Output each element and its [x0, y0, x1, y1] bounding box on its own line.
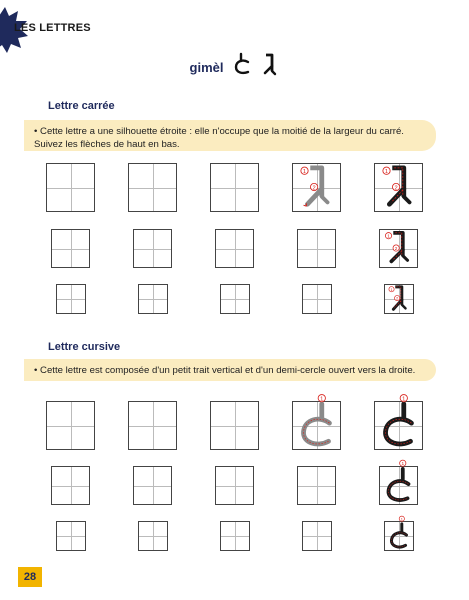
stroke-number: 1	[390, 286, 393, 292]
stroke-number: 1	[302, 169, 307, 176]
practice-grid[interactable]	[128, 401, 177, 450]
practice-grid[interactable]	[297, 466, 336, 505]
cursive-letter-instruction: • Cette lettre est composée d'un petit trait vertical et d'un demi-cercle ouvert vers la droite.	[24, 359, 436, 381]
gimel-cursive-model-stroke	[385, 516, 413, 550]
stroke-number: 1	[401, 462, 405, 468]
stroke-number: 1	[400, 516, 403, 522]
guided-grid-solid[interactable]	[374, 396, 423, 450]
practice-grid[interactable]	[46, 401, 95, 450]
practice-grid[interactable]	[220, 284, 250, 314]
cursive-letter-heading: Lettre cursive	[48, 341, 121, 353]
practice-grid[interactable]	[210, 163, 259, 212]
practice-grid[interactable]	[302, 284, 332, 314]
practice-grid[interactable]	[215, 466, 254, 505]
stroke-number: 1	[384, 169, 389, 176]
square-letter-instruction: • Cette lettre a une silhouette étroite : elle n'occupe que la moitié de la largeur du carré. Suivez les flèches de haut en bas.	[24, 120, 436, 151]
practice-grid[interactable]	[210, 401, 259, 450]
guided-grid-solid[interactable]	[379, 229, 418, 268]
guided-grid-dotted[interactable]	[292, 163, 341, 212]
gimel-square-guide-stroke	[293, 164, 340, 211]
practice-grid[interactable]	[56, 284, 86, 314]
gimel-square-model-stroke	[380, 230, 417, 267]
guided-grid-solid[interactable]	[384, 284, 414, 314]
letter-name: gimèl	[189, 59, 224, 75]
letter-title	[0, 48, 469, 80]
gimel-cursive-model-stroke	[380, 462, 417, 504]
practice-grid[interactable]	[128, 163, 177, 212]
practice-grid[interactable]	[133, 466, 172, 505]
practice-grid[interactable]	[51, 229, 90, 268]
stroke-number: 1	[387, 234, 390, 240]
stroke-number: 2	[394, 246, 398, 252]
practice-grid[interactable]	[56, 521, 86, 551]
practice-grid[interactable]	[46, 163, 95, 212]
gimel-square-model-stroke	[385, 285, 413, 313]
gimel-square-model-stroke	[375, 164, 422, 211]
stroke-number: 1	[320, 396, 324, 403]
practice-grid[interactable]	[133, 229, 172, 268]
stroke-number: 2	[312, 185, 316, 192]
section-label: LES LETTRES	[14, 22, 91, 34]
guided-grid-solid[interactable]	[374, 163, 423, 212]
square-letter-heading: Lettre carrée	[48, 100, 115, 112]
stroke-number: 1	[402, 396, 406, 403]
gimel-cursive-model-stroke	[375, 396, 422, 449]
gimel-cursive-guide-stroke	[293, 396, 340, 449]
practice-grid[interactable]	[215, 229, 254, 268]
practice-grid[interactable]	[51, 466, 90, 505]
guided-grid-solid[interactable]	[379, 462, 418, 505]
cursive-gimel-glyph	[233, 52, 251, 76]
guided-grid-solid[interactable]	[384, 516, 414, 551]
stroke-number: 2	[396, 295, 399, 301]
guided-grid-dotted[interactable]	[292, 396, 341, 450]
practice-grid[interactable]	[302, 521, 332, 551]
stroke-number: 2	[394, 185, 398, 192]
practice-grid[interactable]	[138, 521, 168, 551]
practice-grid[interactable]	[138, 284, 168, 314]
page-number: 28	[18, 567, 42, 587]
practice-grid[interactable]	[297, 229, 336, 268]
square-gimel-glyph	[261, 52, 279, 76]
practice-grid[interactable]	[220, 521, 250, 551]
